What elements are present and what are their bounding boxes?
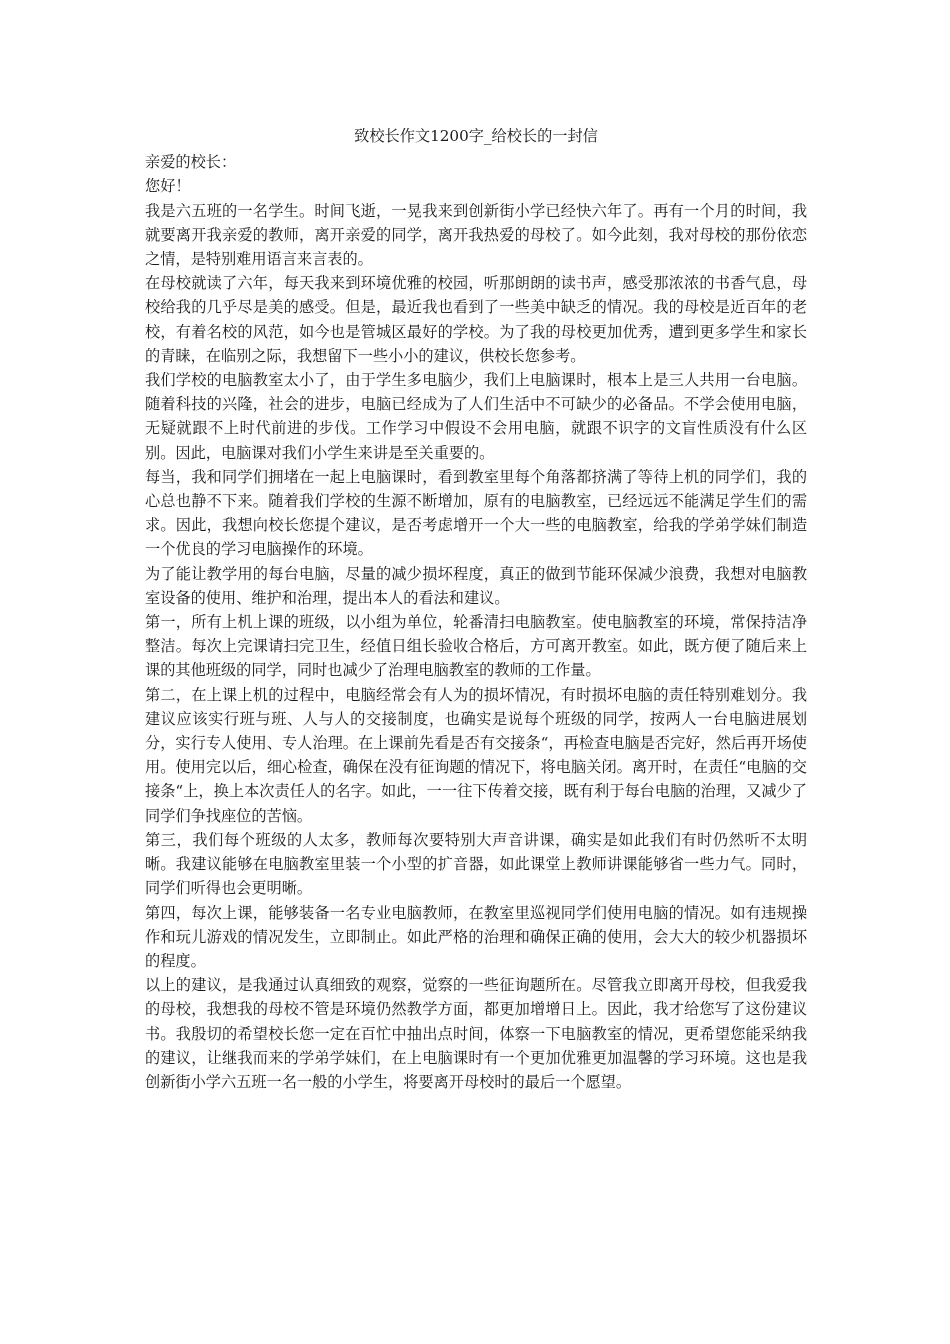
salutation: 亲爱的校长： (145, 153, 237, 172)
greeting: 您好！ (145, 177, 191, 196)
paragraph-third: 第三，我们每个班级的人太多，教师每次要特别大声音讲课，确实是如此我们有时仍然听不太明晰。我建议能够在电脑教室里装一个小型的扩音器，如此课堂上教师讲课能够省一些力气。同时，同学们听得也会更明晰。 (145, 830, 807, 898)
paragraph-conclusion: 以上的建议，是我通过认真细致的观察，觉察的一些征询题所在。尽管我立即离开母校，但我爱我的母校，我想我的母校不管是环境仍然教学方面，都更加增增日上。因此，我才给您写了这份建议书。我殷切的希望校长您一定在百忙中抽出点时间，体察一下电脑教室的情况，更希望您能采纳我的建议，让继我而来的学弟学妹们，在上电脑课时有一个更加优雅更加温馨的学习环境。这也是我创新街小学六五班一名一般的小学生，将要离开母校时的最后一个愿望。 (145, 976, 807, 1091)
paragraph-fourth: 第四，每次上课，能够装备一名专业电脑教师，在教室里巡视同学们使用电脑的情况。如有违规操作和玩儿游戏的情况发生，立即制止。如此严格的治理和确保正确的使用，会大大的较少机器损坏的程度。 (145, 903, 807, 970)
document-title: 致校长作文1200字_给校长的一封信 (354, 127, 598, 145)
paragraph-intro: 我是六五班的一名学生。时间飞逝，一晃我来到创新街小学已经快六年了。再有一个月的时间，我就要离开我亲爱的教师，离开亲爱的同学，离开我热爱的母校了。如今此刻，我对母校的那份依恋之情，是特别难用语言来言表的。 (145, 201, 807, 269)
paragraph-computer-room: 我们学校的电脑教室太小了，由于学生多电脑少，我们上电脑课时，根本上是三人共用一台电脑。随着科技的兴隆，社会的进步，电脑已经成为了人们生活中不可缺少的必备品。不学会使用电脑，无疑就跟不上时代前进的步伐。工作学习中假设不会用电脑，就跟不识字的文盲性质没有什么区别。因此，电脑课对我们小学生来讲是至关重要的。 (145, 371, 807, 462)
document-page (145, 124, 807, 1094)
paragraph-suggestions-intro: 为了能让教学用的每台电脑，尽量的减少损坏程度，真正的做到节能环保减少浪费，我想对电脑教室设备的使用、维护和治理，提出本人的看法和建议。 (145, 564, 807, 607)
paragraph-second: 第二，在上课上机的过程中，电脑经常会有人为的损坏情况，有时损坏电脑的责任特别难划分。我建议应该实行班与班、人与人的交接制度，也确实是说每个班级的同学，按两人一台电脑进展划分，实行专人使用、专人治理。在上课前先看是否有交接条“，再检查电脑是否完好，然后再开场使用。使用完以后，细心检查，确保在没有征询题的情况下，将电脑关闭。离开时，在责任“电脑的交接条“上，换上本次责任人的名字。如此，一一往下传着交接，既有利于每台电脑的治理，又减少了同学们争找座位的苦恼。 (145, 685, 807, 825)
paragraph-school-life: 在母校就读了六年，每天我来到环境优雅的校园，听那朗朗的读书声，感受那浓浓的书香气息，母校给我的几乎尽是美的感受。但是，最近我也看到了一些美中缺乏的情况。我的母校是近百年的老校，有着名校的风范，如今也是管城区最好的学校。为了我的母校更加优秀，遭到更多学生和家长的青睐，在临别之际，我想留下一些小小的建议，供校长您参考。 (145, 274, 807, 365)
paragraph-first: 第一，所有上机上课的班级，以小组为单位，轮番清扫电脑教室。使电脑教室的环境，常保持洁净整洁。每次上完课请扫完卫生，经值日组长验收合格后，方可离开教室。如此，既方便了随后来上课的其他班级的同学，同时也减少了治理电脑教室的教师的工作量。 (145, 613, 807, 680)
paragraph-crowding: 每当，我和同学们拥堵在一起上电脑课时，看到教室里每个角落都挤满了等待上机的同学们，我的心总也静不下来。随着我们学校的生源不断增加，原有的电脑教室，已经远远不能满足学生们的需求。因此，我想向校长您提个建议，是否考虑增开一个大一些的电脑教室，给我的学弟学妹们制造一个优良的学习电脑操作的环境。 (145, 467, 807, 559)
